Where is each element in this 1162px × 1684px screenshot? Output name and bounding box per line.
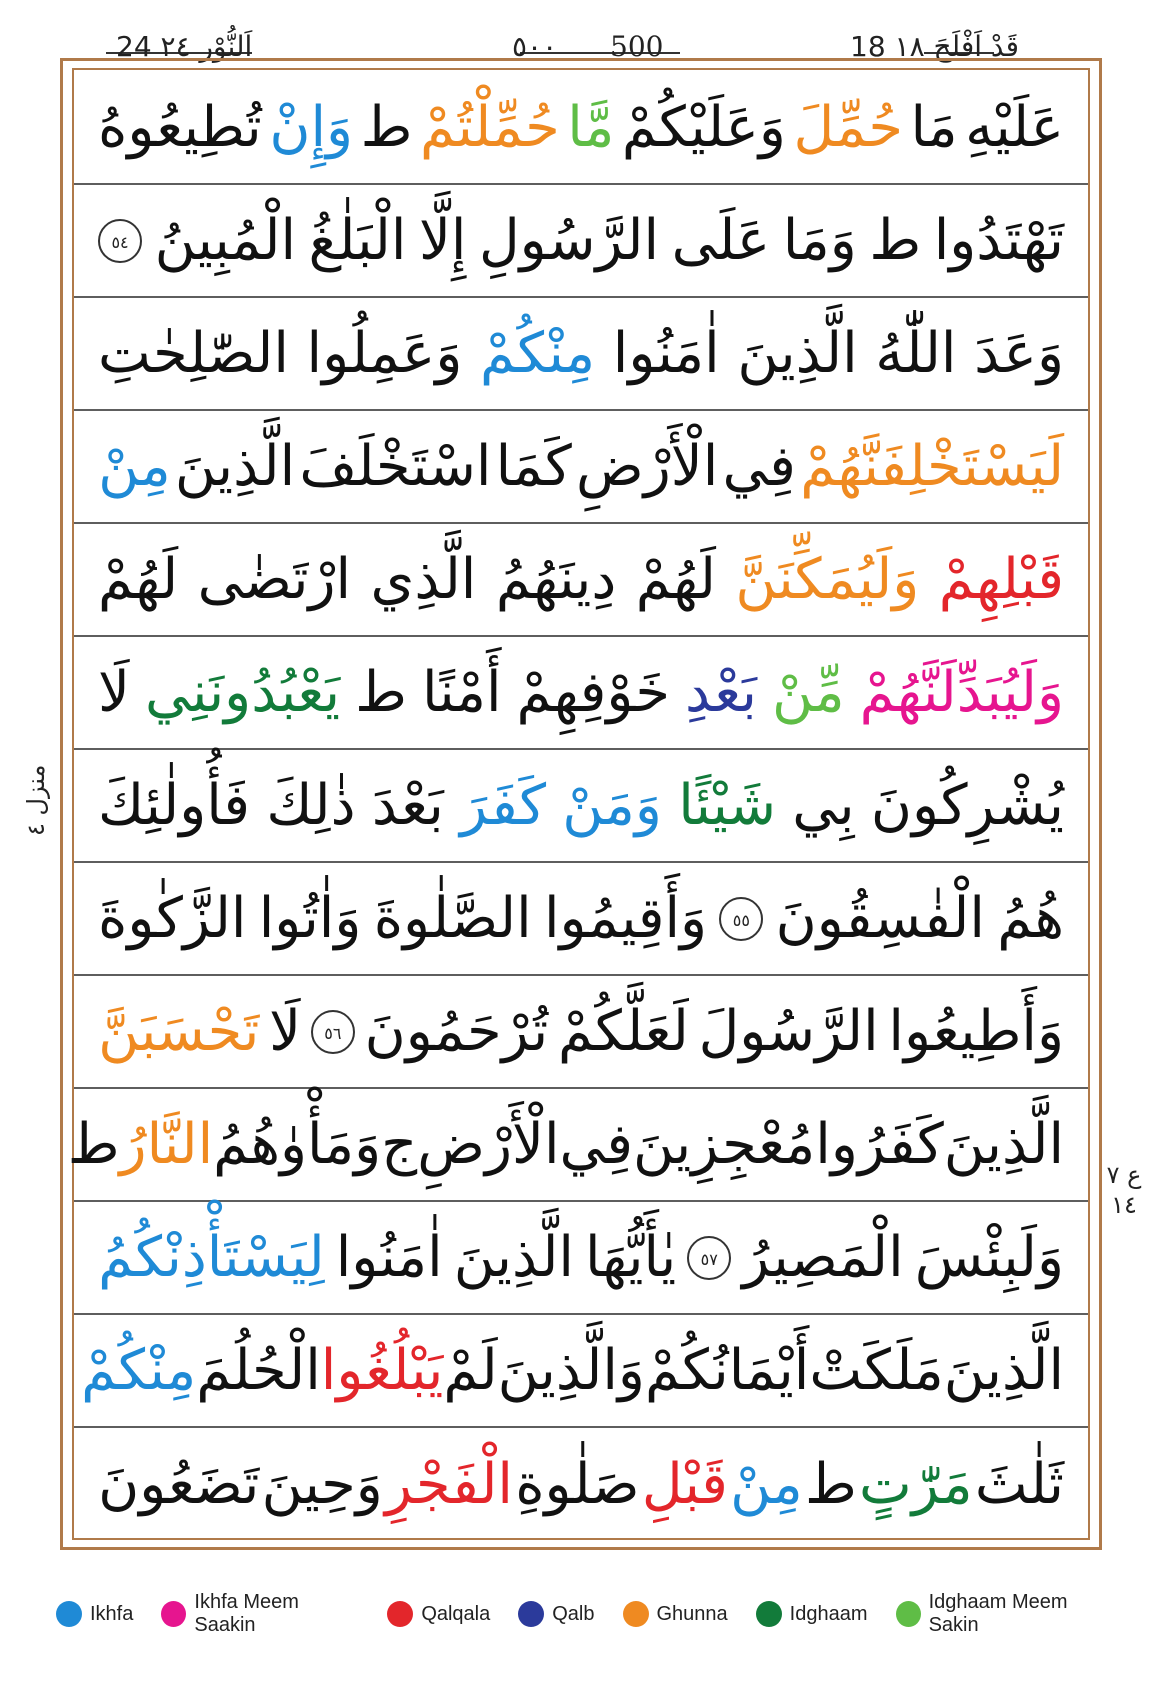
legend-item <box>896 1591 1116 1637</box>
word: وَعَلَيْكُمْ <box>621 95 786 160</box>
word: مَّا <box>567 95 615 160</box>
text-line-1 <box>74 72 1088 185</box>
word: خَوْفِهِمْ <box>516 660 670 725</box>
ayah-end-marker: ٥٤ <box>98 219 142 263</box>
word: حُمِّلَ <box>793 95 903 160</box>
word: الصّٰلِحٰتِ <box>98 321 289 386</box>
tajweed-legend <box>56 1591 1116 1636</box>
word: أَمْنًا <box>421 660 502 725</box>
word: الْفٰسِقُونَ <box>775 886 985 951</box>
legend-color-dot <box>756 1601 782 1627</box>
word: يٰأَيُّهَا <box>585 1225 677 1290</box>
word: وَلَيُمَكِّنَنَّ <box>735 547 920 612</box>
legend-item <box>387 1601 490 1627</box>
legend-item <box>623 1601 728 1627</box>
word: إِلَّا <box>418 208 467 273</box>
word: اٰمَنُوا <box>335 1225 443 1290</box>
word: قَبْلِ <box>641 1452 728 1517</box>
quran-text-lines <box>67 72 1088 1541</box>
word: كَفَرُوا <box>815 1112 944 1177</box>
page-number-arabic: ٥٠٠ <box>512 30 558 63</box>
word: عَلَى <box>671 208 771 273</box>
word: ط <box>360 95 413 160</box>
word: الْحُلُمَ <box>196 1338 321 1403</box>
legend-color-dot <box>56 1601 82 1627</box>
word: اٰمَنُوا <box>612 321 720 386</box>
text-line-13 <box>74 1428 1088 1541</box>
word: تَهْتَدُوا <box>933 208 1064 273</box>
word: وَمَأْوٰهُمُ <box>213 1112 382 1177</box>
legend-color-dot <box>896 1601 921 1627</box>
word: مَلَكَتْ <box>809 1338 944 1403</box>
word: مِنْكُمْ <box>81 1338 197 1403</box>
ayah-end-marker: ٥٦ <box>311 1010 355 1054</box>
word: فِي <box>722 434 796 499</box>
word: الَّذِينَ <box>943 1338 1064 1403</box>
word: لَمْ <box>443 1338 498 1403</box>
word: تُطِيعُوهُ <box>98 95 262 160</box>
word: وَمَنْ <box>562 773 662 838</box>
legend-label: Idghaam Meem Sakin <box>928 1591 1068 1636</box>
text-line-2 <box>74 185 1088 298</box>
text-line-11 <box>74 1202 1088 1315</box>
word: الصَّلٰوةَ <box>373 886 532 951</box>
word: فَأُولٰئِكَ <box>98 773 251 838</box>
word: هُمُ <box>997 886 1064 951</box>
legend-item <box>756 1601 868 1627</box>
page-header <box>0 0 1162 62</box>
word: وَإِنْ <box>269 95 354 160</box>
word: قَبْلِهِمْ <box>938 547 1064 612</box>
word: الَّذِي <box>370 547 477 612</box>
word: أَيْمَانُكُمْ <box>644 1338 810 1403</box>
word: مَا <box>910 95 958 160</box>
legend-label: Qalqala <box>421 1602 491 1625</box>
word: ط <box>355 660 407 725</box>
word: وَلَبِئْسَ <box>914 1225 1064 1290</box>
ruku-marker: ع ٧ ١٤ <box>1106 1161 1142 1219</box>
text-line-9 <box>74 976 1088 1089</box>
page-number: 500 <box>610 30 664 63</box>
word: يَعْبُدُونَنِي <box>145 660 341 725</box>
word: الْأَرْضِ <box>576 434 719 499</box>
word: الَّذِينَ <box>737 321 858 386</box>
word: لَا <box>269 999 302 1064</box>
text-line-4 <box>74 411 1088 524</box>
text-line-12 <box>74 1315 1088 1428</box>
word: مُعْجِزِينَ <box>632 1112 816 1177</box>
word: كَفَرَ <box>460 773 546 838</box>
word: بَعْدَ <box>371 773 444 838</box>
word: ج <box>381 1112 418 1177</box>
word: صَلٰوةِ <box>515 1452 640 1517</box>
word: لَا <box>98 660 130 725</box>
legend-item <box>161 1591 359 1637</box>
word: وَعَدَ <box>974 321 1064 386</box>
word: الْفَجْرِ <box>384 1452 513 1517</box>
legend-label: Ikhfa Meem Saakin <box>194 1591 299 1636</box>
legend-color-dot <box>518 1601 544 1627</box>
legend-label: Idghaam <box>789 1602 868 1625</box>
word: ط <box>804 1452 857 1517</box>
word: مِّنْ <box>772 660 845 725</box>
text-line-7 <box>74 750 1088 863</box>
word: دِينَهُمُ <box>495 547 617 612</box>
text-line-10 <box>67 1089 1088 1202</box>
legend-label: Qalb <box>552 1602 595 1625</box>
word: وَلَيُبَدِّلَنَّهُمْ <box>859 660 1064 725</box>
manzil-marker: منزل ٤ <box>22 764 50 836</box>
word: ط <box>869 208 922 273</box>
word: تُرْحَمُونَ <box>364 999 549 1064</box>
word: الْبَلٰغُ <box>308 208 407 273</box>
word: مِنْ <box>98 434 171 499</box>
word: اللّٰهُ <box>875 321 957 386</box>
word: شَيْئًا <box>678 773 777 838</box>
word: عَلَيْهِ <box>965 95 1064 160</box>
word: وَأَقِيمُوا <box>543 886 708 951</box>
word: ارْتَضٰى <box>197 547 352 612</box>
word: الْمَصِيرُ <box>742 1225 904 1290</box>
word: تَحْسَبَنَّ <box>98 999 260 1064</box>
word: لَهُمْ <box>635 547 716 612</box>
word: وَأَطِيعُوا <box>888 999 1064 1064</box>
word: لَعَلَّكُمْ <box>557 999 689 1064</box>
word: مِنْكُمْ <box>480 321 596 386</box>
word: كَمَا <box>495 434 572 499</box>
text-line-5 <box>74 524 1088 637</box>
word: بَعْدِ <box>684 660 757 725</box>
juz-name-label: 18 قَدْ اَفْلَحَ ١٨ <box>850 30 1019 63</box>
word: يُشْرِكُونَ <box>870 773 1064 838</box>
word: حُمِّلْتُمْ <box>419 95 560 160</box>
legend-color-dot <box>387 1601 413 1627</box>
legend-color-dot <box>161 1601 186 1627</box>
ayah-end-marker: ٥٥ <box>719 897 763 941</box>
text-line-6 <box>74 637 1088 750</box>
word: لَهُمْ <box>98 547 179 612</box>
legend-color-dot <box>623 1601 649 1627</box>
word: وَمَا <box>782 208 857 273</box>
word: تَضَعُونَ <box>98 1452 260 1517</box>
word: الْأَرْضِ <box>417 1112 560 1177</box>
word: الرَّسُولِ <box>478 208 660 273</box>
word: وَعَمِلُوا <box>306 321 463 386</box>
word: النَّارُ <box>119 1112 214 1177</box>
word: وَحِينَ <box>261 1452 383 1517</box>
text-line-8 <box>74 863 1088 976</box>
word: وَاٰتُوا <box>258 886 362 951</box>
word: ثَلٰثَ <box>974 1452 1064 1517</box>
legend-item <box>56 1601 133 1627</box>
word: مَرّٰتٍ <box>859 1452 973 1517</box>
word: لِيَسْتَأْذِنْكُمُ <box>98 1225 325 1290</box>
legend-label: Ghunna <box>656 1602 728 1625</box>
word: وَالَّذِينَ <box>497 1338 645 1403</box>
word: الْمُبِينُ <box>154 208 296 273</box>
ayah-end-marker: ٥٧ <box>687 1236 731 1280</box>
word: الزَّكٰوةَ <box>98 886 247 951</box>
word: ذٰلِكَ <box>266 773 356 838</box>
word: الرَّسُولَ <box>698 999 879 1064</box>
word: الَّذِينَ <box>453 1225 574 1290</box>
word: ط <box>67 1112 120 1177</box>
word: بِي <box>792 773 855 838</box>
word: اسْتَخْلَفَ <box>299 434 492 499</box>
word: يَبْلُغُوا <box>320 1338 444 1403</box>
legend-item <box>518 1601 594 1627</box>
word: الَّذِينَ <box>943 1112 1064 1177</box>
surah-name-label: 24 اَلنُّوْر ٢٤ <box>116 30 253 63</box>
word: فِي <box>559 1112 633 1177</box>
word: مِنْ <box>730 1452 803 1517</box>
legend-label: Ikhfa <box>90 1602 134 1625</box>
text-line-3 <box>74 298 1088 411</box>
word: الَّذِينَ <box>174 434 296 499</box>
word: لَيَسْتَخْلِفَنَّهُمْ <box>800 434 1064 499</box>
